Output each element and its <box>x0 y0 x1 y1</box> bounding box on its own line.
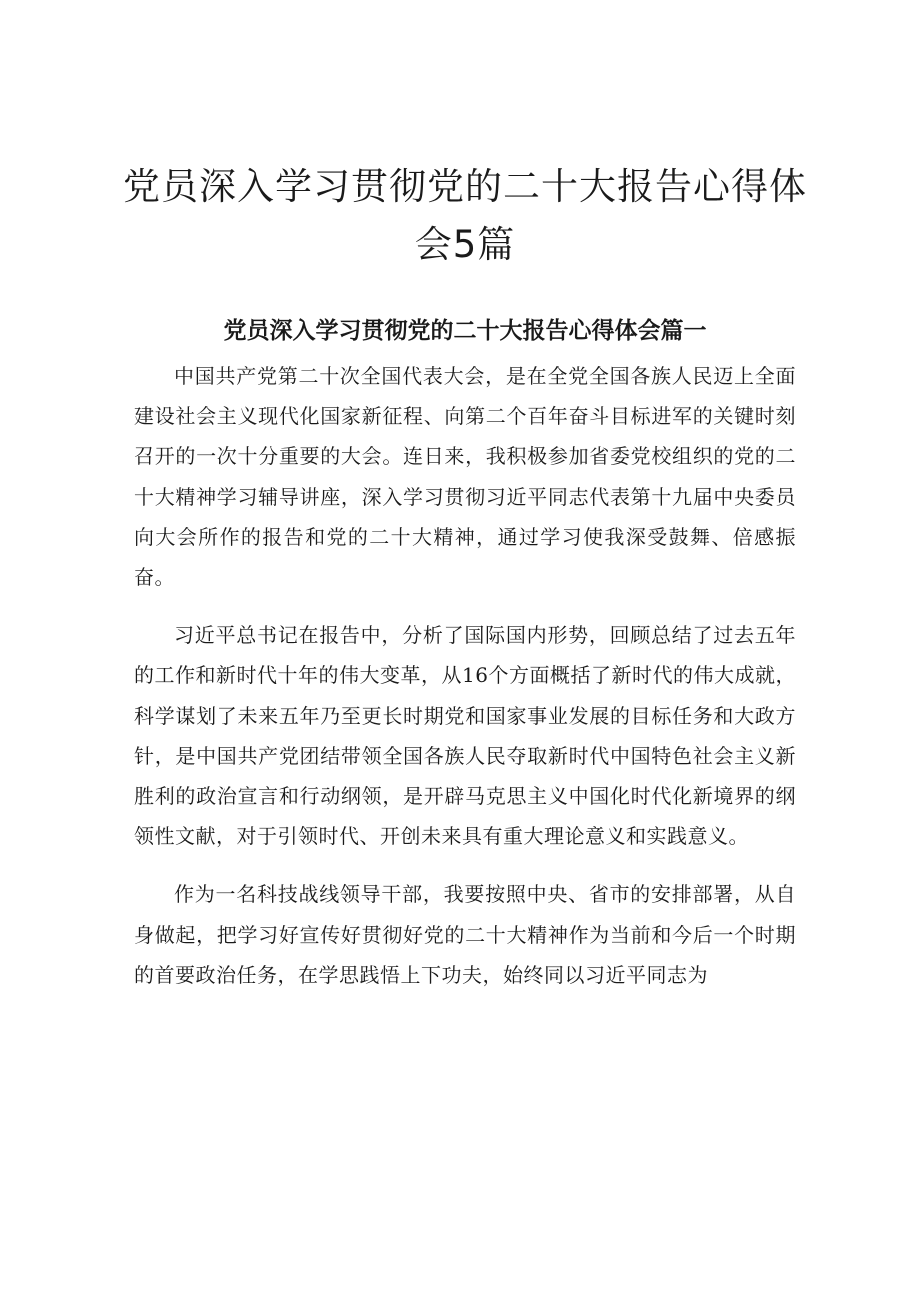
document-body <box>134 356 796 1013</box>
paragraph-2: 习近平总书记在报告中，分析了国际国内形势，回顾总结了过去五年的工作和新时代十年的伟大变革，从16个方面概括了新时代的伟大成就，科学谋划了未来五年乃至更长时期党和国家事业发展的目标任务和大政方针，是中国共产党团结带领全国各族人民夺取新时代中国特色社会主义新胜利的政治宣言和行动纲领，是开辟马克思主义中国化时代化新境界的纲领性文献，对于引领时代、开创未来具有重大理论意义和实践意义。 <box>134 623 796 849</box>
section-heading: 党员深入学习贯彻党的二十大报告心得体会篇一 <box>223 318 707 344</box>
document-title-line-1: 党员深入学习贯彻党的二十大报告心得体 <box>123 165 807 208</box>
paragraph-1: 中国共产党第二十次全国代表大会，是在全党全国各族人民迈上全面建设社会主义现代化国家新征程、向第二个百年奋斗目标进军的关键时刻召开的一次十分重要的大会。连日来，我积极参加省委党校组织的党的二十大精神学习辅导讲座，深入学习贯彻习近平同志代表第十九届中央委员向大会所作的报告和党的二十大精神，通过学习使我深受鼓舞、倍感振奋。 <box>134 364 796 590</box>
document-title <box>120 158 810 274</box>
document-title-line-2: 会5篇 <box>414 223 516 266</box>
paragraph-3: 作为一名科技战线领导干部，我要按照中央、省市的安排部署，从自身做起，把学习好宣传好贯彻好党的二十大精神作为当前和今后一个时期的首要政治任务，在学思践悟上下功夫，始终同以习近平同志为 <box>134 882 796 987</box>
